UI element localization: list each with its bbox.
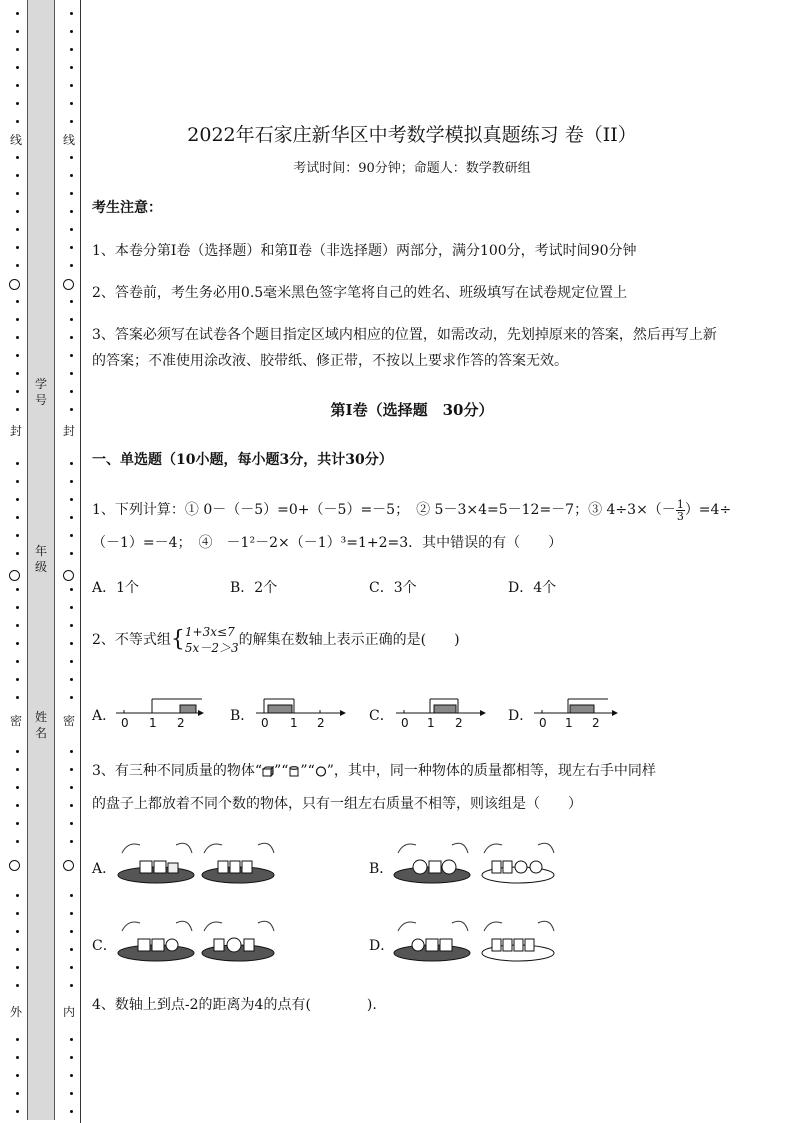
right-plate <box>482 921 554 961</box>
q1-text-a: 1、下列计算：① 0－（－5）=0+（－5）=－5； ② 5－3×4=5－12=－7；③ 4÷3×（－ <box>92 502 676 518</box>
q2-option-c-label: C． <box>369 708 394 724</box>
cut-line-dot <box>70 30 73 33</box>
cut-line-dot <box>70 750 73 753</box>
tick-0: 0 <box>401 716 409 730</box>
cut-line-dot <box>70 1110 73 1113</box>
q2-number-line-b <box>254 694 348 730</box>
cut-line-dot <box>70 588 73 591</box>
cut-line-dot <box>16 768 19 771</box>
cut-line-dot <box>16 1038 19 1041</box>
outer-circle <box>9 860 20 871</box>
tick-2: 2 <box>592 716 600 730</box>
cut-line-dot <box>70 768 73 771</box>
q1-fraction <box>676 499 685 522</box>
cut-line-dot <box>16 120 19 123</box>
q2-system <box>185 624 239 656</box>
cut-line-dot <box>70 1074 73 1077</box>
tick-2: 2 <box>317 716 325 730</box>
cut-line-dot <box>70 822 73 825</box>
cut-line-dot <box>16 498 19 501</box>
cut-line-dot <box>70 336 73 339</box>
q1-option-d[interactable]: D．4个 <box>508 580 557 596</box>
cut-line-dot <box>16 840 19 843</box>
margin-border-line <box>80 0 81 1123</box>
question-3-line-2: 的盘子上都放着不同个数的物体，只有一组左右质量不相等，则该组是（ ） <box>92 796 582 812</box>
right-plate <box>202 843 274 883</box>
q2-option-d[interactable] <box>508 705 533 725</box>
cut-line-dot <box>16 948 19 951</box>
cut-line-dot <box>70 480 73 483</box>
cut-line-dot <box>16 966 19 969</box>
question-4: 4、数轴上到点-2的距离为4的点有( ). <box>92 997 377 1013</box>
cut-line-dot <box>70 660 73 663</box>
cut-line-dot <box>16 318 19 321</box>
cut-line-dot <box>16 390 19 393</box>
cut-line-dot <box>70 192 73 195</box>
cut-line-dot <box>70 228 73 231</box>
cut-line-dot <box>16 1074 19 1077</box>
cut-line-dot <box>16 372 19 375</box>
q2-number-line-c <box>394 694 488 730</box>
cut-line-dot <box>16 264 19 267</box>
cut-line-dot <box>16 84 19 87</box>
cut-line-dot <box>70 156 73 159</box>
tick-1: 1 <box>427 716 435 730</box>
left-plate <box>394 843 470 883</box>
q2-option-a[interactable] <box>92 705 116 725</box>
cut-line-dot <box>16 696 19 699</box>
cut-line-dot <box>70 804 73 807</box>
question-1-line-2: （－1）=－4； ④ －1²－2×（－1）³=1+2=3．其中错误的有（ ） <box>92 535 563 551</box>
q3-plates-d <box>392 913 557 968</box>
cut-line-dot <box>16 984 19 987</box>
q2-ineq-2: 5x－2＞3 <box>184 641 239 655</box>
q1-option-a[interactable]: A．1个 <box>92 580 140 596</box>
cut-line-dot <box>70 1056 73 1059</box>
inner-mark-secret: 密 <box>62 714 75 728</box>
exam-subtitle: 考试时间：90分钟；命题人：数学教研组 <box>293 161 531 176</box>
question-1-line-1 <box>92 497 731 523</box>
section-title: 第I卷（选择题 30分） <box>330 401 494 419</box>
outer-mark-line: 线 <box>9 133 22 147</box>
q3-text-a: 3、有三种不同质量的物体“ <box>92 763 263 779</box>
cut-line-dot <box>16 12 19 15</box>
q1-option-b[interactable]: B．2个 <box>230 580 278 596</box>
cut-line-dot <box>70 498 73 501</box>
tick-1: 1 <box>290 716 298 730</box>
cut-line-dot <box>16 588 19 591</box>
question-3-line-1 <box>92 758 656 784</box>
cut-line-dot <box>70 210 73 213</box>
outer-circle <box>9 279 20 290</box>
cut-line-dot <box>70 606 73 609</box>
cut-line-dot <box>16 642 19 645</box>
q2-ineq-1: 1+3x≤7 <box>184 625 235 639</box>
cut-line-dot <box>70 840 73 843</box>
cut-line-dot <box>70 66 73 69</box>
cut-line-dot <box>70 678 73 681</box>
cut-line-dot <box>16 1110 19 1113</box>
q1-text-b: ）=4÷ <box>684 502 732 518</box>
cut-line-dot <box>16 822 19 825</box>
cut-line-dot <box>70 354 73 357</box>
cut-line-dot <box>70 948 73 951</box>
cut-line-dot <box>16 480 19 483</box>
ball-icon <box>315 766 327 777</box>
binding-margin <box>0 0 82 1123</box>
notice-heading: 考生注意： <box>92 200 162 216</box>
cut-line-dot <box>70 624 73 627</box>
cut-line-dot <box>70 966 73 969</box>
cut-line-dot <box>16 192 19 195</box>
grade-label: 年级 <box>34 544 47 574</box>
cut-line-dot <box>16 66 19 69</box>
q1-frac-den: 3 <box>676 509 684 523</box>
tick-0: 0 <box>261 716 269 730</box>
cut-line-dot <box>70 894 73 897</box>
inner-circle <box>63 570 74 581</box>
q3-plates-b <box>392 835 557 890</box>
q3-plates-a <box>116 835 276 890</box>
cut-line-dot <box>16 30 19 33</box>
question-2 <box>92 624 460 656</box>
q3-option-d-label: D． <box>369 938 395 954</box>
cut-line-dot <box>70 174 73 177</box>
outer-circle <box>9 570 20 581</box>
cut-line-dot <box>70 786 73 789</box>
cut-line-dot <box>16 930 19 933</box>
left-plate <box>118 921 194 961</box>
q2-option-b-label: B． <box>230 708 255 724</box>
left-plate <box>394 921 470 961</box>
q2-brace: { <box>170 627 185 652</box>
cut-line-dot <box>70 264 73 267</box>
cut-line-dot <box>16 894 19 897</box>
cut-line-dot <box>16 534 19 537</box>
q3-option-b-label: B． <box>369 861 394 877</box>
cut-line-dot <box>16 660 19 663</box>
cut-line-dot <box>16 228 19 231</box>
right-plate <box>202 921 274 961</box>
outer-dot-column <box>13 0 23 1123</box>
outer-mark-secret: 密 <box>9 714 22 728</box>
cut-line-dot <box>70 912 73 915</box>
cut-line-dot <box>16 804 19 807</box>
cut-line-dot <box>70 246 73 249</box>
cut-line-dot <box>70 318 73 321</box>
cut-line-dot <box>16 624 19 627</box>
inner-mark-seal: 封 <box>62 424 75 438</box>
cut-line-dot <box>16 678 19 681</box>
q1-option-c[interactable]: C．3个 <box>369 580 417 596</box>
cut-line-dot <box>70 12 73 15</box>
cut-line-dot <box>70 408 73 411</box>
cut-line-dot <box>16 156 19 159</box>
q3-option-d[interactable] <box>369 935 394 955</box>
q3-option-a-label: A． <box>92 861 117 877</box>
cut-line-dot <box>16 408 19 411</box>
right-plate <box>482 843 554 883</box>
cut-line-dot <box>70 534 73 537</box>
section-heading: 一、单选题（10小题，每小题3分，共计30分） <box>92 452 393 468</box>
tick-2: 2 <box>455 716 463 730</box>
cut-line-dot <box>70 1092 73 1095</box>
cut-line-dot <box>70 696 73 699</box>
outer-mark-outside: 外 <box>9 1005 22 1019</box>
cut-line-dot <box>16 102 19 105</box>
cut-line-dot <box>16 210 19 213</box>
cut-line-dot <box>16 174 19 177</box>
notice-item-3: 3、答案必须写在试卷各个题目指定区域内相应的位置，如需改动，先划掉原来的答案，然后再写上新 <box>92 327 717 343</box>
q2-option-a-label: A． <box>92 708 117 724</box>
q2-number-line-a <box>114 694 204 730</box>
tick-1: 1 <box>565 716 573 730</box>
cut-line-dot <box>70 300 73 303</box>
cut-line-dot <box>16 1092 19 1095</box>
tick-2: 2 <box>177 716 185 730</box>
cut-line-dot <box>16 516 19 519</box>
cut-line-dot <box>16 1056 19 1059</box>
student-number-label: 学号 <box>34 377 47 407</box>
q3-option-c[interactable] <box>92 935 117 955</box>
q2-option-c[interactable] <box>369 705 394 725</box>
tick-0: 0 <box>121 716 129 730</box>
cut-line-dot <box>70 84 73 87</box>
tick-1: 1 <box>149 716 157 730</box>
cut-line-dot <box>16 48 19 51</box>
cut-line-dot <box>70 120 73 123</box>
inner-mark-line: 线 <box>62 133 75 147</box>
inner-circle <box>63 860 74 871</box>
cube-icon <box>262 766 274 777</box>
name-label: 姓名 <box>34 710 47 740</box>
cut-line-dot <box>16 300 19 303</box>
q3-option-c-label: C． <box>92 938 117 954</box>
notice-item-2: 2、答卷前，考生务必用0.5毫米黑色签字笔将自己的姓名、班级填写在试卷规定位置上 <box>92 285 628 301</box>
cut-line-dot <box>16 750 19 753</box>
inner-circle <box>63 279 74 290</box>
cut-line-dot <box>70 390 73 393</box>
q3-text-b: ”“ <box>274 763 289 779</box>
q2-suffix: 的解集在数轴上表示正确的是( ) <box>238 632 460 648</box>
outer-mark-seal: 封 <box>9 424 22 438</box>
exam-title: 2022年石家庄新华区中考数学模拟真题练习 卷（II） <box>187 124 637 146</box>
cut-line-dot <box>70 984 73 987</box>
q2-prefix: 2、不等式组 <box>92 632 171 648</box>
cut-line-dot <box>16 606 19 609</box>
cut-line-dot <box>16 246 19 249</box>
cut-line-dot <box>16 354 19 357</box>
notice-item-3-cont: 的答案；不准使用涂改液、胶带纸、修正带，不按以上要求作答的答案无效。 <box>92 353 568 369</box>
inner-dot-column <box>67 0 77 1123</box>
q2-option-d-label: D． <box>508 708 534 724</box>
q3-option-a[interactable] <box>92 858 116 878</box>
notice-item-1: 1、本卷分第I卷（选择题）和第Ⅱ卷（非选择题）两部分，满分100分，考试时间90分钟 <box>92 243 637 259</box>
tick-0: 0 <box>539 716 547 730</box>
cut-line-dot <box>16 462 19 465</box>
cut-line-dot <box>70 642 73 645</box>
cut-line-dot <box>70 102 73 105</box>
cut-line-dot <box>70 372 73 375</box>
inner-mark-inside: 内 <box>62 1005 75 1019</box>
cut-line-dot <box>70 48 73 51</box>
cut-line-dot <box>70 552 73 555</box>
q3-text-d: ”，其中，同一种物体的质量都相等，现左右手中同样 <box>326 763 656 779</box>
cut-line-dot <box>70 930 73 933</box>
cut-line-dot <box>16 786 19 789</box>
q2-number-line-d <box>532 694 622 730</box>
left-plate <box>118 843 194 883</box>
cut-line-dot <box>16 552 19 555</box>
cut-line-dot <box>16 912 19 915</box>
cut-line-dot <box>70 462 73 465</box>
q3-option-b[interactable] <box>369 858 393 878</box>
cut-line-dot <box>70 1038 73 1041</box>
q3-text-c: ”“ <box>300 763 315 779</box>
cut-line-dot <box>70 516 73 519</box>
cut-line-dot <box>16 336 19 339</box>
q3-plates-c <box>116 913 276 968</box>
cylinder-icon <box>288 766 300 777</box>
q2-option-b[interactable] <box>230 705 254 725</box>
q1-frac-num: 1 <box>676 497 684 511</box>
